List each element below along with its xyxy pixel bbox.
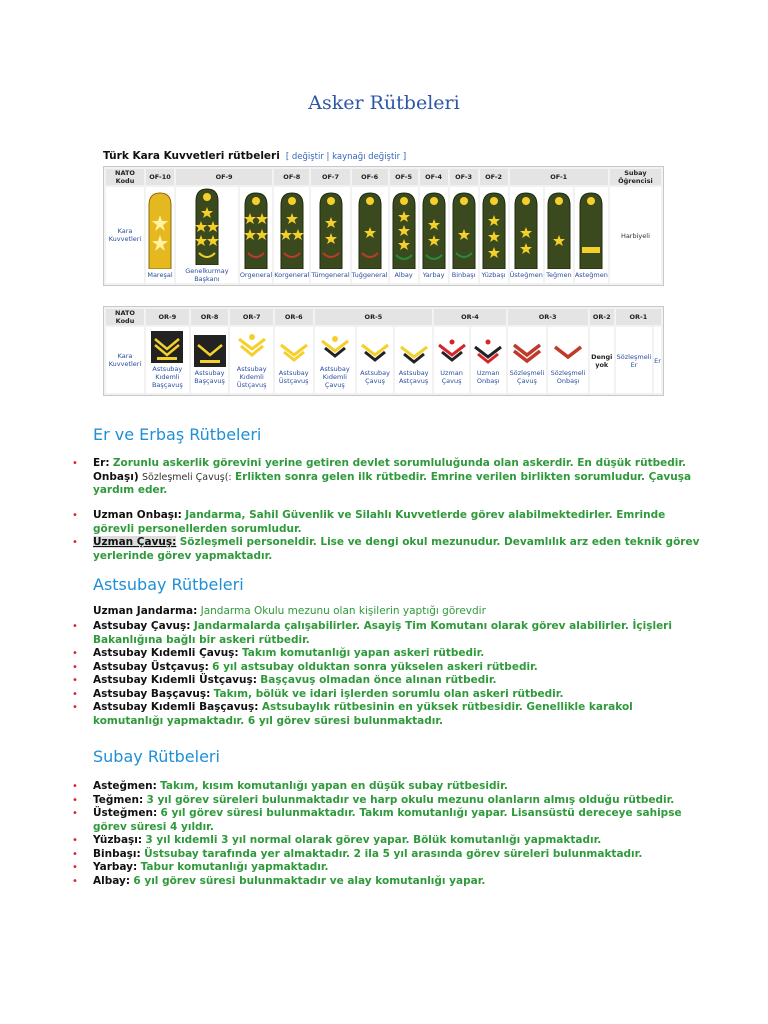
er-list xyxy=(72,457,702,498)
rank-label[interactable]: Korgeneral xyxy=(274,271,310,279)
code-cell: OF-3 xyxy=(450,169,478,185)
rank-cell xyxy=(191,327,229,393)
list-term: Astsubay Çavuş: xyxy=(93,620,191,632)
code-cell: OR-7 xyxy=(230,309,272,325)
list-term: Astsubay Üstçavuş: xyxy=(93,660,209,673)
list-term: Er: xyxy=(93,457,110,469)
rank-label[interactable]: Yarbay xyxy=(422,271,445,279)
chevron-insignia-icon xyxy=(359,335,391,367)
rank-label[interactable]: Astsubay Kıdemli Başçavuş xyxy=(151,365,183,389)
rank-cell xyxy=(545,187,573,283)
rank-cell xyxy=(146,187,174,283)
epaulette-icon xyxy=(242,191,270,269)
code-cell: OR-9 xyxy=(146,309,189,325)
bullet-icon: • xyxy=(72,794,78,806)
list-term: Binbaşı: xyxy=(93,847,141,860)
rank-label: Dengi yok xyxy=(591,353,613,369)
code-cell: Subay Öğrencisi xyxy=(610,169,661,185)
bullet-icon: • xyxy=(72,781,78,792)
list-term: Uzman Jandarma: xyxy=(93,605,198,617)
list-term: Asteğmen: xyxy=(93,780,157,792)
chevron-insignia-icon xyxy=(552,335,584,367)
rank-cell xyxy=(240,187,272,283)
code-cell: OF-2 xyxy=(480,169,508,185)
list-item xyxy=(72,674,702,688)
epaulette-icon xyxy=(450,191,478,269)
list-term: Onbaşı) xyxy=(93,470,139,483)
list-item xyxy=(72,688,702,702)
rank-cell xyxy=(352,187,388,283)
rank-label[interactable]: Sözleşmeli Er xyxy=(616,353,652,369)
rank-label[interactable]: Astsubay Üstçavuş xyxy=(278,369,309,385)
rank-label[interactable]: Albay xyxy=(394,271,413,279)
bullet-icon: • xyxy=(72,808,78,819)
chevron-insignia-icon xyxy=(194,335,226,367)
rank-label[interactable]: Er xyxy=(654,357,661,365)
list-term: Astsubay Başçavuş: xyxy=(93,687,211,700)
list-desc: Takım, bölük ve idari işlerden sorumlu olan askeri rütbedir. xyxy=(213,687,564,700)
rank-label[interactable]: Astsubay Kıdemli Çavuş xyxy=(319,365,350,389)
chevron-insignia-icon xyxy=(398,335,430,367)
rank-cell xyxy=(510,187,543,283)
rank-cell xyxy=(357,327,393,393)
list-item xyxy=(72,661,702,675)
list-term: Yüzbaşı: xyxy=(93,834,143,846)
table-heading xyxy=(103,150,406,162)
epaulette-icon xyxy=(193,187,221,265)
code-cell: OR-5 xyxy=(315,309,433,325)
rank-cell xyxy=(395,327,432,393)
list-desc: Astsubaylık rütbesinin en yüksek rütbesidir. Genellikle karakol komutanlığı yapmaktadır. 6 yıl görev süresi bulunmaktadır. xyxy=(93,701,633,727)
bullet-icon: • xyxy=(72,621,78,632)
list-desc: Erlikten sonra gelen ilk rütbedir. Emrine verilen birlikten sorumludur. Çavuşa yardım eder. xyxy=(93,470,692,496)
chevron-insignia-icon xyxy=(278,335,310,367)
list-term: Yarbay: xyxy=(93,861,138,873)
rank-cell xyxy=(176,187,238,283)
bullet-icon: • xyxy=(72,835,78,846)
section-heading-subay: Subay Rütbeleri xyxy=(93,747,220,766)
rank-label[interactable]: Tuğgeneral xyxy=(351,271,388,279)
chevron-insignia-icon xyxy=(319,331,351,363)
rank-cell xyxy=(274,187,309,283)
epaulette-icon xyxy=(512,191,540,269)
code-cell: OF-7 xyxy=(311,169,349,185)
epaulette-icon xyxy=(146,191,174,269)
chevron-insignia-icon xyxy=(151,331,183,363)
code-cell: OF-4 xyxy=(420,169,448,185)
code-cell: OF-9 xyxy=(176,169,272,185)
rank-cell xyxy=(311,187,349,283)
rank-cell xyxy=(654,327,661,393)
rank-label[interactable]: Uzman Çavuş xyxy=(440,369,463,385)
section-heading-er: Er ve Erbaş Rütbeleri xyxy=(93,425,262,444)
epaulette-icon xyxy=(545,191,573,269)
rank-cell xyxy=(315,327,356,393)
epaulette-icon xyxy=(356,191,384,269)
rank-label[interactable]: Harbiyeli xyxy=(620,232,650,240)
chevron-insignia-icon xyxy=(236,331,268,363)
bullet-icon: • xyxy=(72,862,78,873)
subay-list xyxy=(72,780,702,888)
code-cell: OR-1 xyxy=(616,309,661,325)
code-cell: OF-6 xyxy=(352,169,388,185)
officer-rank-table xyxy=(103,150,666,293)
chevron-insignia-icon xyxy=(472,335,504,367)
epaulette-icon xyxy=(390,191,418,269)
rank-label[interactable]: Teğmen xyxy=(546,271,572,279)
nato-code-header: NATO Kodu xyxy=(106,309,144,325)
code-cell: OR-3 xyxy=(508,309,588,325)
list-item xyxy=(72,848,702,862)
rank-label[interactable]: Binbaşı xyxy=(451,271,476,279)
list-item xyxy=(72,807,702,834)
list-desc: Zorunlu askerlik görevini yerine getiren devlet sorumluluğunda olan askerdir. En düşük rütbedir. xyxy=(112,457,687,469)
bullet-icon: • xyxy=(72,848,78,860)
list-item xyxy=(72,861,702,875)
rank-cell xyxy=(480,187,508,283)
list-term: Üsteğmen: xyxy=(93,807,158,819)
rank-label[interactable]: Astsubay Çavuş xyxy=(360,369,390,385)
rank-label[interactable]: Genelkurmay Başkanı xyxy=(185,267,229,283)
rank-cell xyxy=(610,187,661,283)
rank-label[interactable]: Üsteğmen xyxy=(509,271,543,279)
rank-cell xyxy=(390,187,418,283)
rank-label[interactable]: Astsubay Kıdemli Üstçavuş xyxy=(236,365,267,389)
rank-label[interactable]: Asteğmen xyxy=(574,271,608,279)
list-desc: Başçavuş olmadan önce alınan rütbedir. xyxy=(260,674,497,686)
section-heading-astsubay: Astsubay Rütbeleri xyxy=(93,575,244,594)
bullet-icon: • xyxy=(72,661,78,673)
epaulette-icon xyxy=(480,191,508,269)
list-item xyxy=(72,536,702,563)
rank-label[interactable]: Mareşal xyxy=(147,271,173,279)
enlisted-rank-table xyxy=(103,302,666,400)
enlisted-grid xyxy=(103,306,664,396)
rank-label[interactable]: Sözleşmeli Çavuş xyxy=(509,369,545,385)
list-term: Teğmen: xyxy=(93,793,144,806)
epaulette-icon xyxy=(278,191,306,269)
bullet-icon: • xyxy=(72,702,78,713)
rank-cell xyxy=(275,327,313,393)
list-term: Uzman Çavuş: xyxy=(93,536,177,548)
rank-label[interactable]: Orgeneral xyxy=(239,271,273,279)
epaulette-icon xyxy=(577,191,605,269)
list-item xyxy=(72,701,702,728)
list-desc: Takım, kısım komutanlığı yapan en düşük subay rütbesidir. xyxy=(160,780,508,792)
epaulette-icon xyxy=(420,191,448,269)
list-item xyxy=(72,834,702,848)
list-desc: Jandarmalarda çalışabilirler. Asayiş Tim Komutanı olarak görev alabilirler. İçişleri Bakanlığına bağlı bir askeri rütbedir. xyxy=(93,620,672,646)
bullet-icon: • xyxy=(72,688,78,700)
rank-cell xyxy=(616,327,652,393)
rank-label[interactable]: Sözleşmeli Onbaşı xyxy=(550,369,586,385)
bullet-icon: • xyxy=(72,648,78,659)
bullet-icon: • xyxy=(72,875,78,887)
rank-label[interactable]: Astsubay Astçavuş xyxy=(398,369,429,385)
rank-cell xyxy=(548,327,587,393)
list-item xyxy=(72,780,702,794)
bullet-icon: • xyxy=(72,675,78,686)
list-desc: 3 yıl kıdemli 3 yıl normal olarak görev yapar. Bölük komutanlığı yapmaktadır. xyxy=(145,834,602,846)
rank-cell xyxy=(450,187,478,283)
list-desc: Üstsubay tarafında yer almaktadır. 2 ila 5 yıl arasında görev süreleri bulunmaktadır. xyxy=(144,847,643,860)
list-desc: Takım komutanlığı yapan askeri rütbedir. xyxy=(241,647,485,659)
rank-cell xyxy=(434,327,468,393)
rank-cell xyxy=(146,327,189,393)
epaulette-icon xyxy=(317,191,345,269)
code-cell: OR-8 xyxy=(191,309,229,325)
bullet-icon: • xyxy=(72,458,78,469)
rank-cell xyxy=(230,327,272,393)
code-cell: OF-1 xyxy=(510,169,608,185)
code-cell: OF-5 xyxy=(390,169,418,185)
list-item xyxy=(72,794,702,808)
chevron-insignia-icon xyxy=(436,335,468,367)
nato-code-header: NATO Kodu xyxy=(106,169,144,185)
astsubay-list xyxy=(72,620,702,728)
rank-cell xyxy=(508,327,547,393)
list-desc: 6 yıl görev süresi bulunmaktadır. Takım komutanlığı yapar. Lisansüstü dereceye sahipse görev süresi 4 yıldır. xyxy=(93,807,682,833)
edit-links[interactable]: [ değiştir | kaynağı değiştir ] xyxy=(285,152,407,162)
rank-label[interactable]: Astsubay Başçavuş xyxy=(194,369,225,385)
rank-cell xyxy=(590,327,614,393)
row-label: Kara Kuvvetleri xyxy=(106,327,144,393)
list-item xyxy=(72,647,702,661)
rank-cell xyxy=(471,327,506,393)
list-desc: 6 yıl görev süresi bulunmaktadır ve alay komutanlığı yapar. xyxy=(133,874,486,887)
list-term: Albay: xyxy=(93,874,131,887)
list-desc: Jandarma, Sahil Güvenlik ve Silahlı Kuvvetlerde görev alabilmektedirler. Emrinde görevli personellerden sorumludur. xyxy=(93,509,666,535)
rank-label[interactable]: Tümgeneral xyxy=(311,271,350,279)
list-desc: Jandarma Okulu mezunu olan kişilerin yaptığı görevdir xyxy=(200,605,486,617)
code-cell: OR-4 xyxy=(434,309,505,325)
list-term: Astsubay Kıdemli Çavuş: xyxy=(93,647,239,659)
list-term: Astsubay Kıdemli Başçavuş: xyxy=(93,701,259,713)
code-cell: OF-10 xyxy=(146,169,174,185)
page-title: Asker Rütbeleri xyxy=(308,92,460,114)
list-desc: 3 yıl görev süreleri bulunmaktadır ve harp okulu mezunu olanların almış olduğu rütbedir. xyxy=(146,793,675,806)
rank-label[interactable]: Uzman Onbaşı xyxy=(476,369,500,385)
list-desc: 6 yıl astsubay olduktan sonra yükselen askeri rütbedir. xyxy=(212,660,538,673)
list-desc: Tabur komutanlığı yapmaktadır. xyxy=(140,861,329,873)
list-item xyxy=(72,875,702,889)
officer-grid xyxy=(103,166,664,286)
table-heading-text: Türk Kara Kuvvetleri rütbeleri xyxy=(103,150,280,162)
rank-cell xyxy=(420,187,448,283)
intro-line xyxy=(93,605,486,617)
list-term: Uzman Onbaşı: xyxy=(93,509,182,521)
chevron-insignia-icon xyxy=(511,335,543,367)
list-item xyxy=(72,457,702,498)
code-cell: OF-8 xyxy=(274,169,309,185)
list-term: Astsubay Kıdemli Üstçavuş: xyxy=(93,674,257,686)
list-item xyxy=(72,620,702,647)
code-cell: OR-6 xyxy=(275,309,313,325)
list-desc: Sözleşmeli personeldir. Lise ve dengi okul mezunudur. Devamlılık arz eden teknik görev yerlerinde görev yapmaktadır. xyxy=(93,536,700,562)
bullet-icon: • xyxy=(72,510,78,521)
er-list-2 xyxy=(72,509,702,563)
list-plain: Sözleşmeli Çavuş(: xyxy=(142,471,232,483)
row-label: Kara Kuvvetleri xyxy=(106,187,144,283)
list-item xyxy=(72,509,702,536)
rank-cell xyxy=(575,187,608,283)
code-cell: OR-2 xyxy=(590,309,614,325)
bullet-icon: • xyxy=(72,537,78,548)
rank-label[interactable]: Yüzbaşı xyxy=(481,271,506,279)
